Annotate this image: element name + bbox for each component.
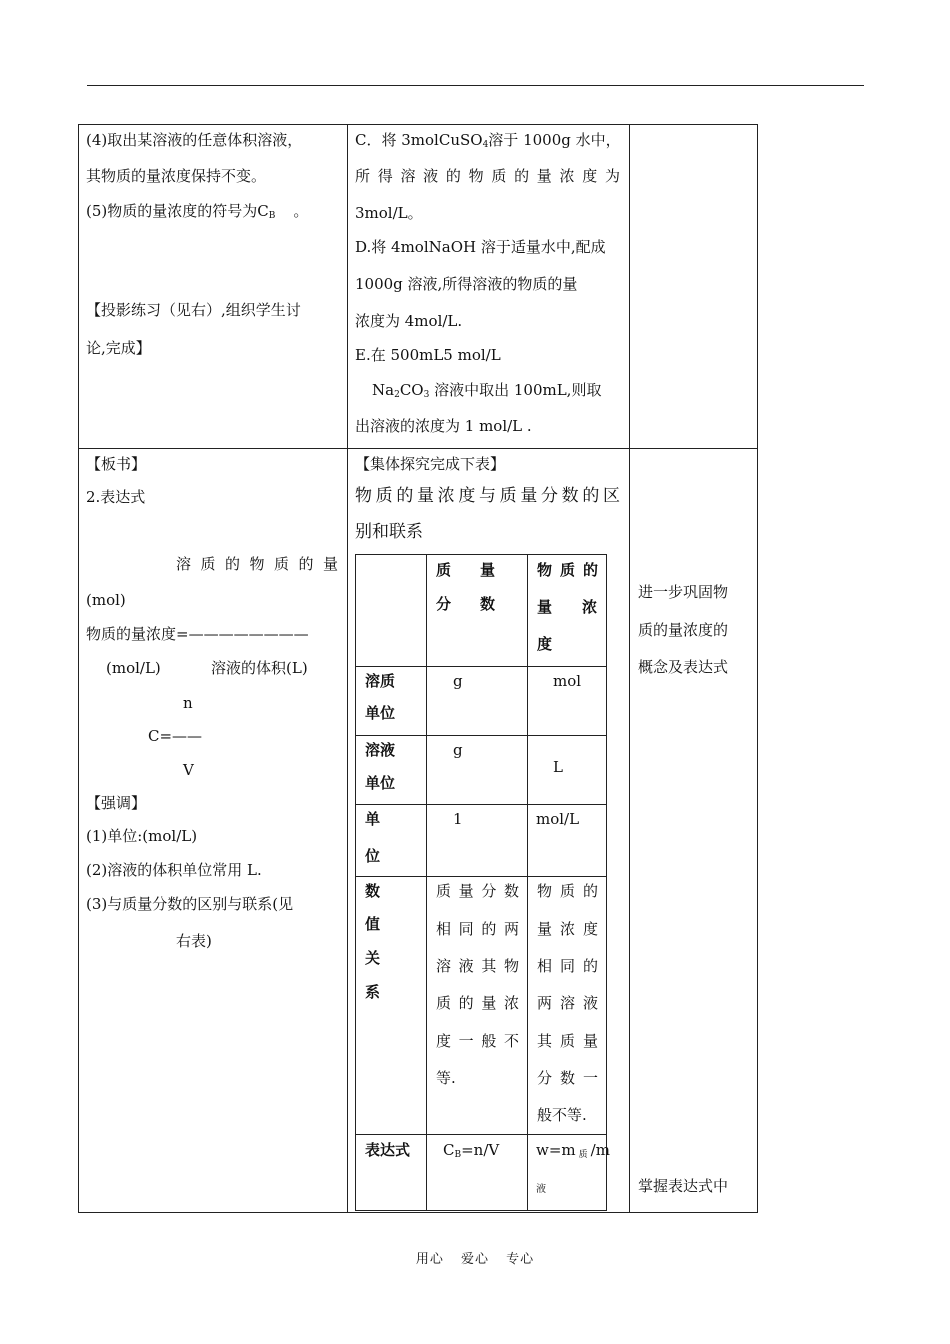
formula-v: V bbox=[183, 761, 194, 779]
option-d-line1: D.将 4molNaOH 溶于适量水中,配成 bbox=[355, 238, 606, 256]
row-solute-unit-label-1: 溶质 bbox=[365, 672, 396, 690]
row-solution-unit-label-2: 单位 bbox=[365, 774, 396, 792]
header-mass-char-1: 质 bbox=[436, 561, 452, 579]
goal-line-2: 质的量浓度的 bbox=[638, 621, 729, 639]
relation-conc-line-7: 般不等. bbox=[537, 1106, 587, 1124]
row-relation-label-1: 数 bbox=[365, 882, 381, 900]
footer-item: 专心 bbox=[506, 1252, 535, 1267]
option-e-line3: 出溶液的浓度为 1 mol/L . bbox=[355, 417, 532, 435]
relation-conc-line-3: 相同的 bbox=[537, 957, 598, 975]
emphasis-item-1: (1)单位:(mol/L) bbox=[86, 827, 198, 845]
relation-mass-line-2: 相同的两 bbox=[436, 920, 519, 938]
board-label: 【板书】 bbox=[86, 455, 147, 473]
formula-c: C=—— bbox=[148, 727, 203, 745]
goal-line-3: 概念及表达式 bbox=[638, 658, 729, 676]
row-expression-label: 表达式 bbox=[365, 1141, 411, 1159]
goal-line-1: 进一步巩固物 bbox=[638, 583, 729, 601]
emphasis-item-3-cont: 右表) bbox=[176, 932, 212, 950]
row-solute-unit-label-2: 单位 bbox=[365, 704, 396, 722]
option-e-line1: E.在 500mL5 mol/L bbox=[355, 346, 501, 364]
expression-heading: 2.表达式 bbox=[86, 488, 146, 506]
table-row bbox=[426, 666, 528, 736]
header-mass-char-2: 量 bbox=[480, 561, 496, 579]
row1-left-line4: 【投影练习（见右）,组织学生讨 bbox=[86, 301, 301, 319]
row-relation-label-3: 关 bbox=[365, 949, 381, 967]
goal-line-4: 掌握表达式中 bbox=[638, 1177, 729, 1195]
table-row bbox=[426, 804, 528, 877]
header-mass-char-4: 数 bbox=[480, 595, 496, 613]
header-rule bbox=[87, 85, 864, 86]
relation-mass-line-1: 质量分数 bbox=[436, 882, 519, 900]
formula-main: 物质的量浓度=———————— bbox=[86, 625, 309, 643]
row-solution-unit-mass: g bbox=[453, 741, 463, 759]
formula-n: n bbox=[183, 694, 193, 712]
row1-left-line2: 其物质的量浓度保持不变。 bbox=[86, 167, 267, 185]
relation-conc-line-4: 两溶液 bbox=[537, 994, 598, 1012]
explore-heading: 【集体探究完成下表】 bbox=[355, 455, 506, 473]
relation-conc-line-5: 其质量 bbox=[537, 1032, 598, 1050]
table-row bbox=[426, 735, 528, 805]
row1-right-cell bbox=[629, 124, 758, 449]
relation-conc-line-6: 分数一 bbox=[537, 1069, 598, 1087]
row-relation-label-2: 值 bbox=[365, 915, 381, 933]
footer-item: 爱心 bbox=[460, 1252, 489, 1267]
row1-left-line5: 论,完成】 bbox=[86, 339, 151, 357]
header-conc-line2a: 量 bbox=[537, 598, 553, 616]
option-c-line3: 3mol/L。 bbox=[355, 204, 423, 222]
table-title-line2: 别和联系 bbox=[355, 522, 423, 542]
option-c-line1: C．将 3molCuSO$_4$溶于 1000g 水中， bbox=[355, 131, 621, 150]
header-conc-line2b: 浓 bbox=[582, 598, 598, 616]
page-footer bbox=[0, 1248, 950, 1267]
row-expression-mass: $C_B=n/V$ bbox=[443, 1141, 500, 1160]
option-c-line2: 所得溶液的物质的量浓度为 bbox=[355, 167, 620, 185]
relation-mass-line-6: 等. bbox=[436, 1069, 456, 1087]
row-solution-unit-conc: L bbox=[553, 758, 563, 776]
relation-conc-line-2: 量浓度 bbox=[537, 920, 598, 938]
row-expression-conc: w=m $_质$ /m bbox=[536, 1141, 610, 1160]
formula-conc-unit: (mol/L) bbox=[106, 659, 161, 677]
emphasis-item-2: (2)溶液的体积单位常用 L. bbox=[86, 861, 262, 879]
formula-numerator: 溶 质 的 物 质 的 量 bbox=[176, 555, 338, 573]
row-solution-unit-label-1: 溶液 bbox=[365, 741, 396, 759]
emphasis-label: 【强调】 bbox=[86, 794, 147, 812]
option-d-line2: 1000g 溶液,所得溶液的物质的量 bbox=[355, 275, 578, 293]
relation-mass-line-3: 溶液其物 bbox=[436, 957, 519, 975]
row-unit-label-1: 单 bbox=[365, 810, 381, 828]
header-conc-line3: 度 bbox=[537, 635, 553, 653]
table-corner bbox=[355, 554, 427, 667]
row1-left-line1: (4)取出某溶液的任意体积溶液， bbox=[86, 131, 303, 149]
row-unit-conc: mol/L bbox=[536, 810, 580, 828]
emphasis-item-3: (3)与质量分数的区别与联系(见 bbox=[86, 895, 294, 913]
formula-denominator: 溶液的体积(L) bbox=[211, 659, 308, 677]
relation-conc-line-1: 物质的 bbox=[537, 882, 598, 900]
row2-right-cell bbox=[629, 448, 758, 1213]
row-solute-unit-mass: g bbox=[453, 672, 463, 690]
relation-mass-line-4: 质的量浓 bbox=[436, 994, 519, 1012]
header-mass-char-3: 分 bbox=[436, 595, 452, 613]
header-conc-line1: 物质的 bbox=[537, 561, 598, 579]
formula-mol-unit: (mol) bbox=[86, 591, 126, 609]
row-unit-mass: 1 bbox=[453, 810, 463, 828]
footer-item: 用心 bbox=[415, 1252, 444, 1267]
option-e-line2: $Na_2CO_3$ 溶液中取出 100mL,则取 bbox=[372, 381, 602, 400]
row1-left-line3: (5)物质的量浓度的符号为$C_B$ 。 bbox=[86, 202, 309, 221]
table-row bbox=[527, 735, 607, 805]
row-relation-label-4: 系 bbox=[365, 983, 381, 1001]
row-expression-conc-sub: 液 bbox=[536, 1184, 546, 1195]
relation-mass-line-5: 度一般不 bbox=[436, 1032, 519, 1050]
option-d-line3: 浓度为 4mol/L. bbox=[355, 312, 463, 330]
row-solute-unit-conc: mol bbox=[553, 672, 582, 690]
row-unit-label-2: 位 bbox=[365, 847, 381, 865]
table-title-line1: 物质的量浓度与质量分数的区 bbox=[355, 486, 620, 506]
